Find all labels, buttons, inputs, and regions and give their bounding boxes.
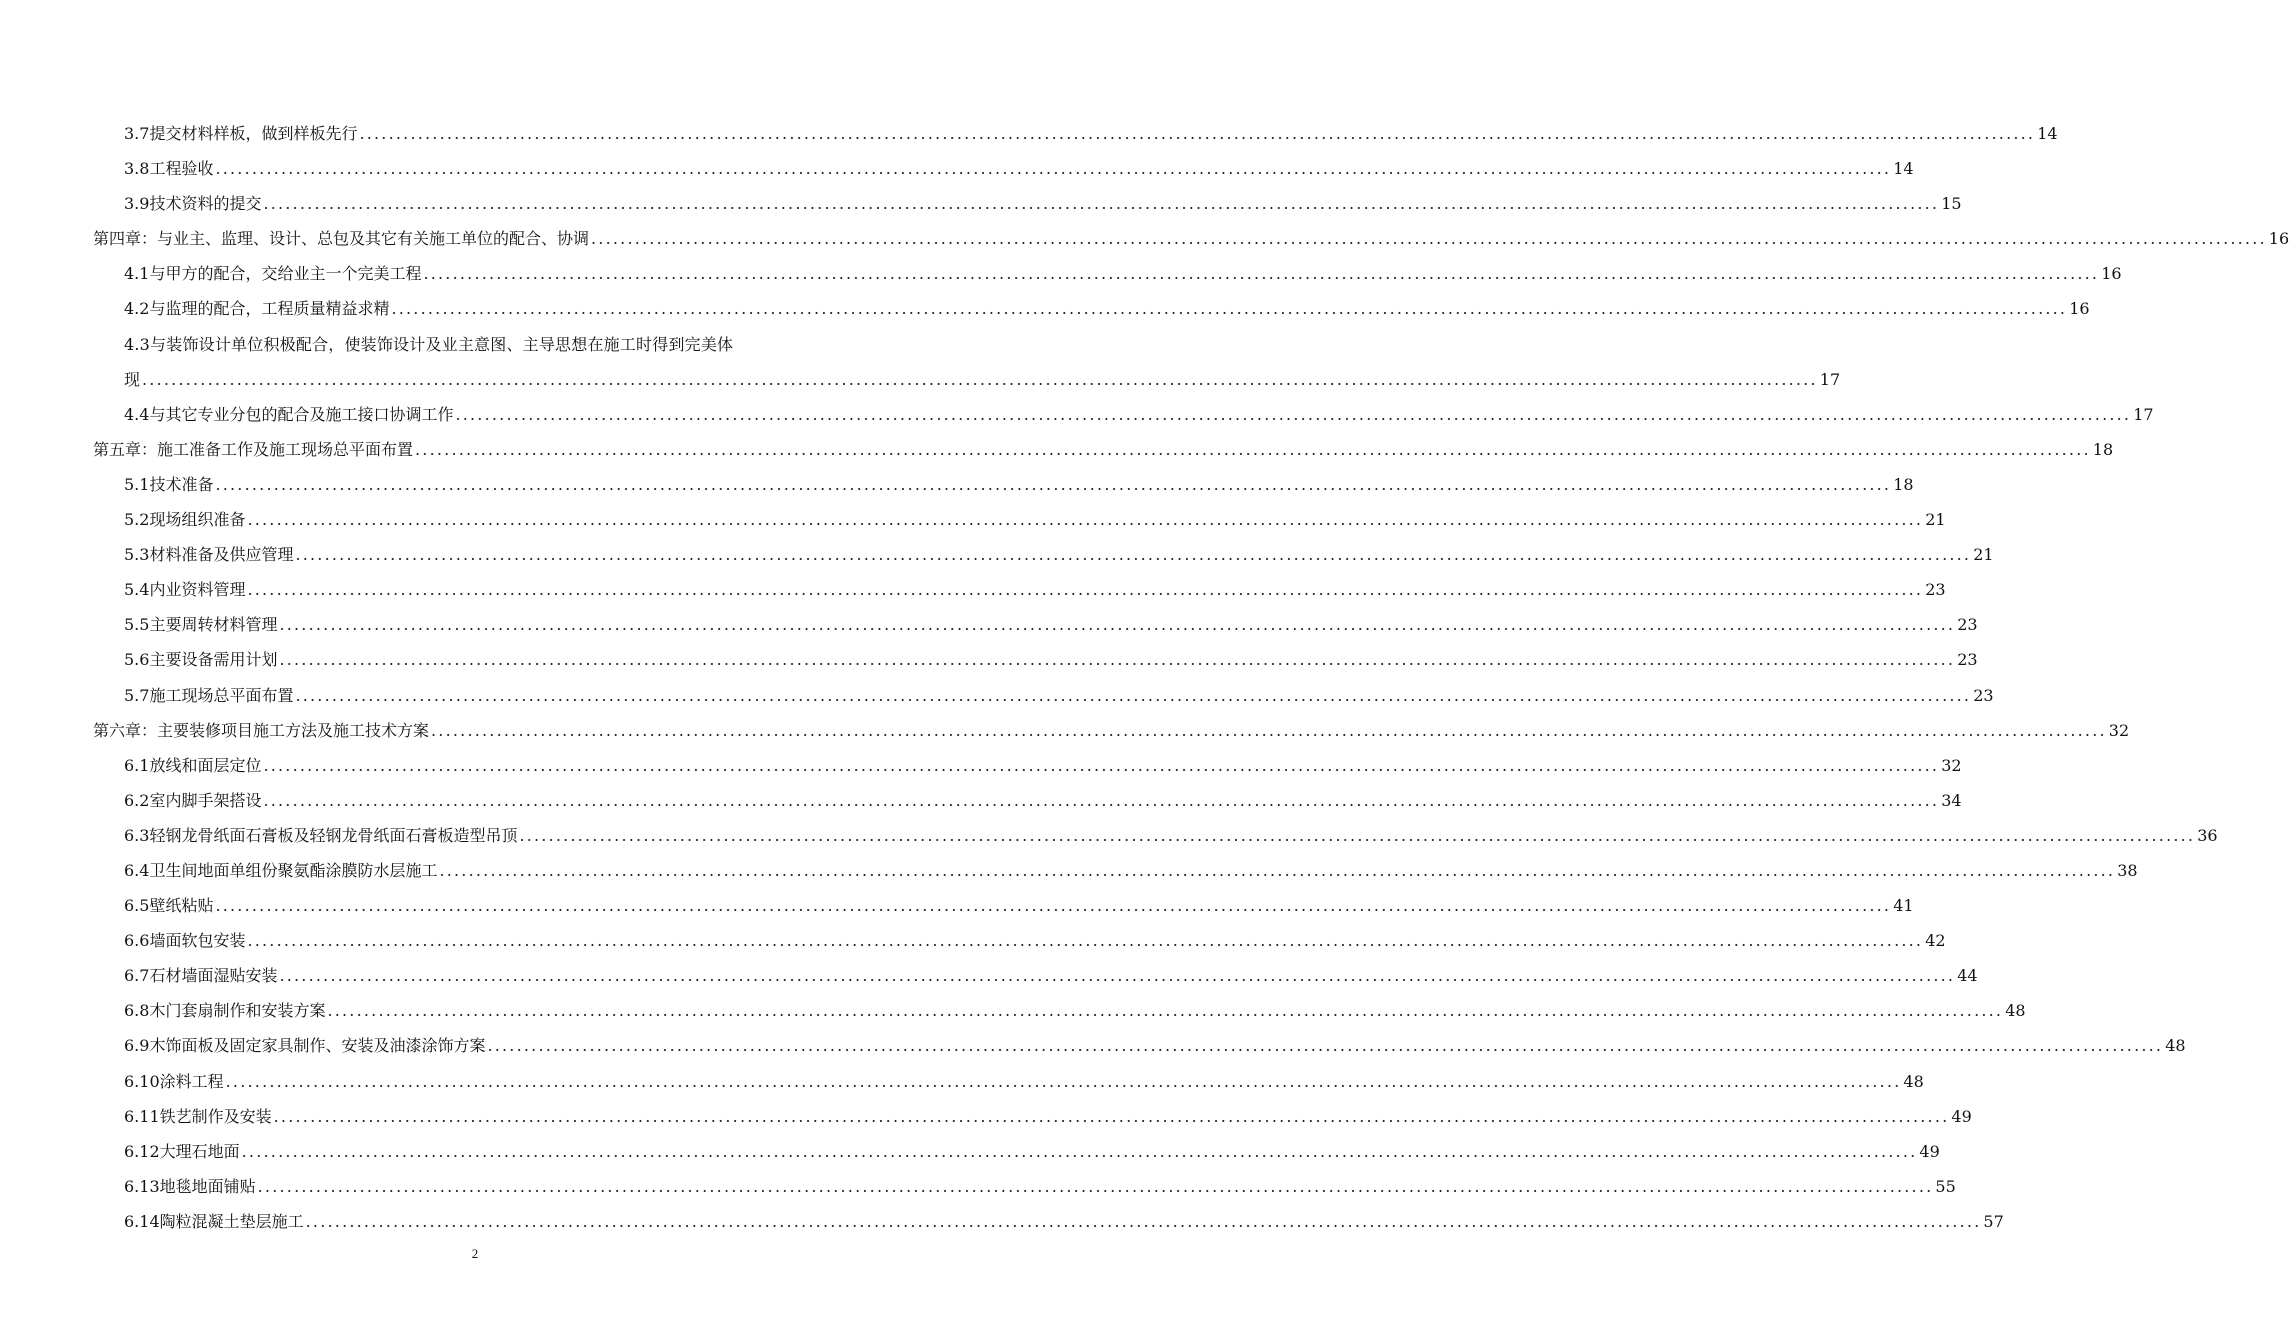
toc-section-entry[interactable] [0,151,1914,186]
toc-entry-title: 6.11铁艺制作及安装 [124,1106,272,1126]
toc-page-number: 49 [1919,1141,1940,1161]
toc-dot-leader: ...................................................................................................................................................................................................................................... [591,229,2267,249]
toc-section-entry[interactable] [0,853,2138,888]
toc-entry-title: 5.4内业资料管理 [124,580,246,600]
toc-page-number: 32 [1941,755,1962,775]
toc-section-entry[interactable] [0,748,1962,783]
toc-entry-title: 4.4与其它专业分包的配合及施工接口协调工作 [124,404,454,424]
toc-dot-leader: ...................................................................................................................................................................................................................................... [455,404,2132,424]
toc-section-entry[interactable] [0,607,1978,642]
toc-dot-leader: ...................................................................................................................................................................................................................................... [225,1071,1902,1091]
toc-dot-leader: ...................................................................................................................................................................................................................................... [519,825,2196,845]
toc-dot-leader: ...................................................................................................................................................................................................................................... [279,966,1956,986]
toc-page-number: 21 [1925,510,1946,530]
toc-entry-title: 4.1与甲方的配合，交给业主一个完美工程 [124,264,422,284]
toc-page-number: 23 [1957,650,1978,670]
toc-entry-title: 第四章：与业主、监理、设计、总包及其它有关施工单位的配合、协调 [93,229,590,249]
toc-entry-title: 第六章：主要装修项目施工方法及施工技术方案 [93,720,430,740]
toc-section-entry[interactable] [0,186,1962,221]
toc-page-number: 38 [2117,860,2138,880]
toc-entry-title: 现 [124,369,141,389]
toc-page-number: 17 [2133,404,2154,424]
toc-page-number: 49 [1951,1106,1972,1126]
toc-entry-title: 3.8工程验收 [124,159,214,179]
toc-section-entry[interactable] [0,537,1994,572]
toc-dot-leader: ...................................................................................................................................................................................................................................... [215,896,1892,916]
toc-section-entry[interactable] [0,327,950,362]
toc-entry-title: 5.1技术准备 [124,474,214,494]
toc-page-number: 32 [2108,720,2130,740]
toc-page-number: 36 [2197,825,2218,845]
toc-page-number: 55 [1935,1176,1956,1196]
toc-section-entry[interactable] [0,1204,2004,1239]
toc-page-number: 16 [2101,264,2122,284]
toc-section-entry[interactable] [0,397,2154,432]
toc-entry-title: 4.3与装饰设计单位积极配合，使装饰设计及业主意图、主导思想在施工时得到完美体 [124,334,734,354]
toc-entry-title: 3.7提交材料样板，做到样板先行 [124,124,358,143]
toc-page-number: 23 [1973,685,1994,705]
toc-page-number: 34 [1941,790,1962,810]
toc-section-entry[interactable] [0,1134,1940,1169]
toc-dot-leader: ...................................................................................................................................................................................................................................... [273,1106,1950,1126]
toc-section-entry[interactable] [0,642,1978,677]
toc-page-number: 42 [1925,931,1946,951]
toc-chapter-entry[interactable] [0,221,2289,256]
toc-dot-leader: ...................................................................................................................................................................................................................................... [215,474,1892,494]
toc-dot-leader: ...................................................................................................................................................................................................................................... [415,439,2091,459]
toc-dot-leader: ...................................................................................................................................................................................................................................... [279,650,1956,670]
toc-page-number: 44 [1957,966,1978,986]
toc-section-entry[interactable] [0,818,2218,853]
toc-dot-leader: ...................................................................................................................................................................................................................................... [142,369,1818,389]
toc-dot-leader: ...................................................................................................................................................................................................................................... [241,1141,1918,1161]
toc-dot-leader: ...................................................................................................................................................................................................................................... [431,720,2107,740]
toc-section-entry[interactable] [0,1169,1956,1204]
table-of-contents [0,116,2289,1239]
toc-entry-title: 5.3材料准备及供应管理 [124,545,294,565]
toc-entry-title: 6.7石材墙面湿贴安装 [124,966,278,986]
toc-page-number: 18 [1893,474,1914,494]
toc-page-number: 16 [2069,299,2090,319]
toc-page-number: 57 [1983,1211,2004,1231]
toc-page-number: 23 [1957,615,1978,635]
toc-dot-leader: ...................................................................................................................................................................................................................................... [295,685,1972,705]
toc-dot-leader: ...................................................................................................................................................................................................................................... [305,1211,1982,1231]
toc-entry-title: 6.13地毯地面铺贴 [124,1176,256,1196]
toc-dot-leader: ...................................................................................................................................................................................................................................... [247,931,1924,951]
toc-dot-leader: ...................................................................................................................................................................................................................................... [247,580,1924,600]
toc-entry-title: 6.3轻钢龙骨纸面石膏板及轻钢龙骨纸面石膏板造型吊顶 [124,825,518,845]
toc-page-number: 21 [1973,545,1994,565]
toc-entry-title: 6.14陶粒混凝土垫层施工 [124,1211,304,1231]
toc-dot-leader: ...................................................................................................................................................................................................................................... [263,790,1940,810]
toc-section-entry[interactable] [0,256,2122,291]
toc-section-entry[interactable] [0,291,2090,326]
toc-section-entry[interactable] [0,467,1914,502]
toc-page-number: 23 [1925,580,1946,600]
toc-dot-leader: ...................................................................................................................................................................................................................................... [215,159,1892,179]
toc-dot-leader: ...................................................................................................................................................................................................................................... [279,615,1956,635]
toc-section-entry[interactable] [0,993,2026,1028]
toc-page-number: 48 [2005,1001,2026,1021]
toc-section-entry[interactable] [0,958,1978,993]
toc-section-entry[interactable] [0,888,1914,923]
toc-entry-title: 6.12大理石地面 [124,1141,240,1161]
toc-entry-title: 3.9技术资料的提交 [124,194,262,214]
toc-dot-leader: ...................................................................................................................................................................................................................................... [295,545,1972,565]
toc-chapter-entry[interactable] [0,713,2130,748]
toc-section-entry[interactable] [0,362,1841,397]
toc-dot-leader: ...................................................................................................................................................................................................................................... [247,510,1924,530]
toc-section-entry[interactable] [0,923,1946,958]
toc-section-entry[interactable] [0,1028,2186,1063]
toc-page-number: 48 [2165,1036,2186,1056]
toc-entry-title: 5.7施工现场总平面布置 [124,685,294,705]
toc-section-entry[interactable] [0,116,2058,151]
toc-entry-title: 6.1放线和面层定位 [124,755,262,775]
toc-page-number: 14 [1893,159,1914,179]
toc-entry-title: 6.9木饰面板及固定家具制作、安装及油漆涂饰方案 [124,1036,486,1056]
toc-section-entry[interactable] [0,1064,1924,1099]
toc-dot-leader: ...................................................................................................................................................................................................................................... [263,755,1940,775]
toc-dot-leader: ...................................................................................................................................................................................................................................... [257,1176,1934,1196]
toc-page-number: 18 [2092,439,2114,459]
page-number: 2 [471,1246,479,1261]
toc-dot-leader: ...................................................................................................................................................................................................................................... [263,194,1940,214]
toc-section-entry[interactable] [0,783,1962,818]
toc-dot-leader: ...................................................................................................................................................................................................................................... [439,860,2116,880]
toc-entry-title: 6.10涂料工程 [124,1071,224,1091]
toc-entry-title: 5.6主要设备需用计划 [124,650,278,670]
toc-page-number: 48 [1903,1071,1924,1091]
toc-dot-leader: ...................................................................................................................................................................................................................................... [423,264,2100,284]
toc-chapter-entry[interactable] [0,432,2114,467]
toc-entry-title: 4.2与监理的配合，工程质量精益求精 [124,299,390,319]
toc-dot-leader: ...................................................................................................................................................................................................................................... [327,1001,2004,1021]
toc-section-entry[interactable] [0,572,1946,607]
toc-page-number: 17 [1819,369,1841,389]
toc-page-number: 41 [1893,896,1914,916]
toc-dot-leader: ...................................................................................................................................................................................................................................... [487,1036,2164,1056]
toc-entry-title: 5.2现场组织准备 [124,510,246,530]
toc-entry-title: 6.6墙面软包安装 [124,931,246,951]
toc-dot-leader: ...................................................................................................................................................................................................................................... [391,299,2068,319]
toc-entry-title: 6.8木门套扇制作和安装方案 [124,1001,326,1021]
toc-section-entry[interactable] [0,1099,1972,1134]
toc-entry-title: 6.5壁纸粘贴 [124,896,214,916]
toc-entry-title: 第五章：施工准备工作及施工现场总平面布置 [93,439,414,459]
toc-entry-title: 5.5主要周转材料管理 [124,615,278,635]
toc-entry-title: 6.4卫生间地面单组份聚氨酯涂膜防水层施工 [124,860,438,880]
toc-dot-leader: ...................................................................................................................................................................................................................................... [359,124,2036,143]
toc-page-number: 16 [2268,229,2289,249]
toc-section-entry[interactable] [0,502,1946,537]
toc-entry-title: 6.2室内脚手架搭设 [124,790,262,810]
toc-page-number: 14 [2037,124,2058,143]
toc-section-entry[interactable] [0,678,1994,713]
toc-page-number: 15 [1941,194,1962,214]
